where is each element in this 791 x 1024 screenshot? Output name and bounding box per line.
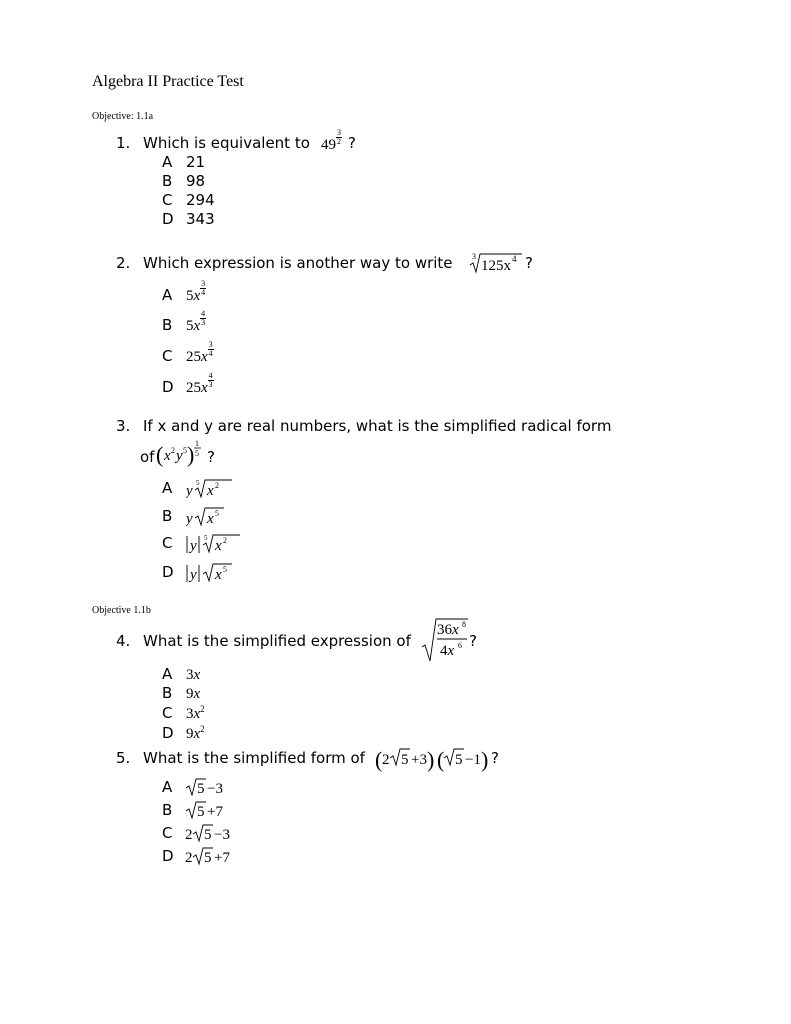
svg-text:5: 5 <box>204 534 208 542</box>
option-d-math <box>186 561 252 585</box>
svg-text:5: 5 <box>195 449 199 458</box>
svg-text:5: 5 <box>196 479 200 487</box>
svg-text:2: 2 <box>223 536 227 545</box>
question-text: Which expression is another way to write <box>143 254 453 272</box>
objective-label: Objective 1.1b <box>92 605 151 616</box>
question-mark: ? <box>207 448 215 466</box>
svg-text:(: ( <box>375 747 383 772</box>
svg-text:−3: −3 <box>207 781 223 797</box>
svg-text:+7: +7 <box>207 804 223 820</box>
product-expression <box>375 744 491 774</box>
question-number: 5. <box>116 749 131 767</box>
svg-text:x: x <box>164 448 171 464</box>
question-mark: ? <box>525 254 533 272</box>
svg-text:y: y <box>176 448 183 464</box>
svg-text:y: y <box>186 511 193 527</box>
svg-text:6: 6 <box>458 641 462 650</box>
svg-text:+3: +3 <box>411 752 427 768</box>
svg-text:x: x <box>215 567 222 583</box>
svg-text:y: y <box>190 538 197 554</box>
svg-text:3: 3 <box>472 252 476 261</box>
question-number: 4. <box>116 632 131 650</box>
option-c[interactable]: C $3x^2$ <box>162 704 205 722</box>
option-c-math <box>186 532 252 556</box>
option-a[interactable]: A 5x $\frac{3}{4}$ <box>162 279 206 304</box>
question-mark: ? <box>491 749 499 767</box>
option-a-math <box>184 776 254 798</box>
svg-text:5: 5 <box>215 509 219 518</box>
svg-text:5: 5 <box>197 804 205 820</box>
option-b[interactable]: B 5 +7 <box>162 799 262 821</box>
svg-text:5: 5 <box>401 752 409 768</box>
svg-text:−1: −1 <box>465 752 481 768</box>
svg-text:1: 1 <box>195 439 199 448</box>
option-b[interactable]: B 98 <box>162 172 206 190</box>
option-d[interactable]: D 25x $\frac{4}{3}$ <box>162 371 213 396</box>
question-mark: ? <box>348 134 356 152</box>
svg-text:x: x <box>215 538 222 554</box>
svg-text:4x: 4x <box>440 643 455 659</box>
option-a[interactable]: A 3x <box>162 665 201 683</box>
option-c[interactable]: C y 5 x 2 <box>162 532 252 556</box>
svg-text:2: 2 <box>185 850 193 866</box>
svg-text:(: ( <box>156 442 164 467</box>
svg-text:(: ( <box>437 747 445 772</box>
svg-text:4: 4 <box>512 254 517 264</box>
power-expression <box>156 436 206 470</box>
svg-text:y: y <box>186 483 193 499</box>
svg-text:2: 2 <box>185 827 193 843</box>
option-b[interactable]: B 5x $\frac{4}{3}$ <box>162 309 206 334</box>
option-d[interactable]: D $9x^2$ <box>162 724 205 742</box>
option-b-math <box>184 799 254 821</box>
option-b[interactable]: B 9x <box>162 684 201 702</box>
fraction-root-expression <box>420 617 470 663</box>
option-b-math <box>186 505 250 529</box>
svg-text:2: 2 <box>215 481 219 490</box>
cube-root-expression <box>468 250 524 276</box>
svg-text:): ) <box>427 747 435 772</box>
svg-text:5: 5 <box>197 781 205 797</box>
svg-text:+7: +7 <box>214 850 230 866</box>
option-c-math <box>184 822 260 844</box>
page-title: Algebra II Practice Test <box>92 73 244 90</box>
question-text-of: of <box>140 448 155 466</box>
question-number: 1. <box>116 134 131 152</box>
option-a[interactable]: A y 5 x 2 <box>162 477 252 501</box>
svg-text:): ) <box>187 442 195 467</box>
option-d[interactable]: D y x 5 <box>162 561 252 585</box>
svg-text:5: 5 <box>223 565 227 574</box>
option-c[interactable]: C 2 5 −3 <box>162 822 262 844</box>
svg-text:5: 5 <box>204 850 212 866</box>
question-text: What is the simplified expression of <box>143 632 411 650</box>
svg-text:): ) <box>481 747 489 772</box>
option-d[interactable]: D 2 5 +7 <box>162 845 262 867</box>
option-a[interactable]: A 5 −3 <box>162 776 262 798</box>
option-b[interactable]: B y x 5 <box>162 505 252 529</box>
option-c[interactable]: C 294 <box>162 191 215 209</box>
option-d[interactable]: D 343 <box>162 210 215 228</box>
svg-text:125x: 125x <box>481 258 511 274</box>
svg-text:5: 5 <box>455 752 463 768</box>
question-number: 2. <box>116 254 131 272</box>
question-mark: ? <box>469 632 477 650</box>
question-text: What is the simplified form of <box>143 749 365 767</box>
option-d-math <box>184 845 260 867</box>
svg-text:5: 5 <box>204 827 212 843</box>
svg-text:36x: 36x <box>437 622 459 638</box>
question-expression: 49 $\frac{3}{2}$ <box>321 128 341 153</box>
svg-text:x: x <box>207 511 214 527</box>
svg-text:2: 2 <box>382 752 390 768</box>
question-text: If x and y are real numbers, what is the simplified radical form <box>143 417 612 435</box>
svg-text:8: 8 <box>462 620 466 629</box>
svg-text:y: y <box>190 567 197 583</box>
option-c[interactable]: C 25x $\frac{3}{4}$ <box>162 340 213 365</box>
svg-text:5: 5 <box>183 446 187 455</box>
option-a[interactable]: A 21 <box>162 153 206 171</box>
question-number: 3. <box>116 417 131 435</box>
svg-text:2: 2 <box>171 446 175 455</box>
objective-label: Objective: 1.1a <box>92 111 154 122</box>
svg-text:x: x <box>207 483 214 499</box>
option-a-math <box>186 477 250 501</box>
svg-text:−3: −3 <box>214 827 230 843</box>
question-text: Which is equivalent to <box>143 134 310 152</box>
